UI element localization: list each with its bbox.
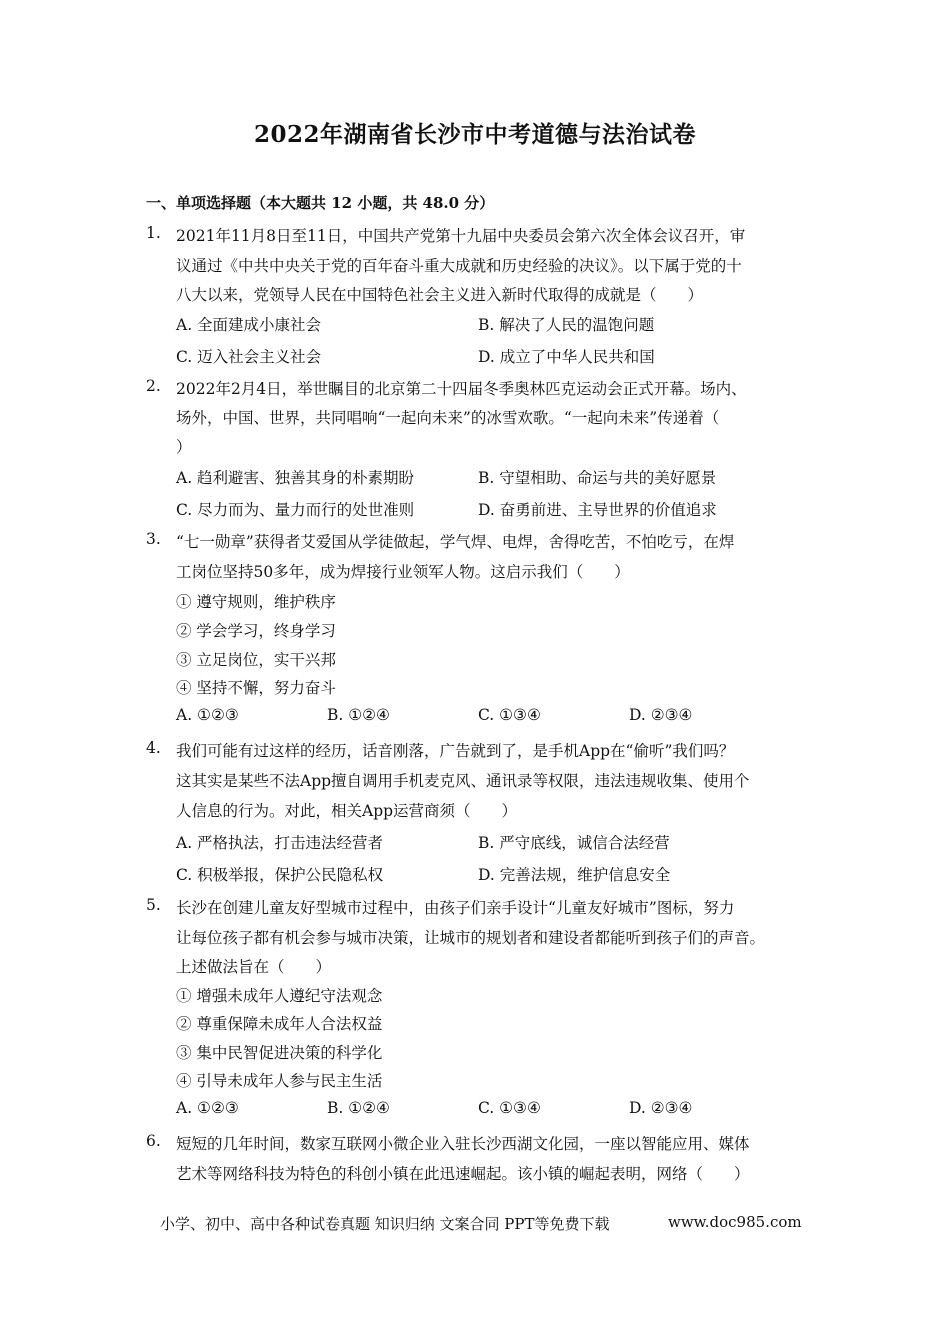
statement-3: ③ 集中民智促进决策的科学化 — [176, 1044, 383, 1062]
page-title: 2022年湖南省长沙市中考道德与法治试卷 — [253, 121, 696, 148]
option-b[interactable]: B. ①②④ — [327, 1099, 390, 1117]
footer-link[interactable]: www.doc985.com — [668, 1213, 802, 1231]
statement-4: ④ 引导未成年人参与民主生活 — [176, 1072, 383, 1090]
section-heading: 一、单项选择题（本大题共 12 小题，共 48.0 分） — [146, 194, 495, 212]
option-c[interactable]: C. 积极举报，保护公民隐私权 — [176, 866, 384, 884]
option-d[interactable]: D. 奋勇前进、主导世界的价值追求 — [478, 501, 717, 519]
option-c[interactable]: C. 尽力而为、量力而行的处世准则 — [176, 501, 415, 519]
question-text-line: “七一勋章”获得者艾爱国从学徒做起，学气焊、电焊，舍得吃苦，不怕吃亏，在焊 — [176, 533, 735, 551]
question-number: 3. — [146, 530, 161, 548]
question-text-line: 工岗位坚持50多年，成为焊接行业领军人物。这启示我们（ ） — [176, 563, 630, 581]
statement-3: ③ 立足岗位，实干兴邦 — [176, 651, 336, 669]
statement-4: ④ 坚持不懈，努力奋斗 — [176, 679, 336, 697]
option-a[interactable]: A. ①②③ — [176, 1099, 239, 1117]
question-text-line: 2022年2月4日，举世瞩目的北京第二十四届冬季奥林匹克运动会正式开幕。场内、 — [176, 380, 747, 398]
option-d[interactable]: D. 成立了中华人民共和国 — [478, 348, 655, 366]
question-text-line: 这其实是某些不法App擅自调用手机麦克风、通讯录等权限，违法违规收集、使用个 — [176, 772, 750, 790]
option-d[interactable]: D. 完善法规，维护信息安全 — [478, 866, 671, 884]
statement-1: ① 遵守规则，维护秩序 — [176, 593, 336, 611]
statement-2: ② 尊重保障未成年人合法权益 — [176, 1015, 383, 1033]
option-b[interactable]: B. 解决了人民的温饱问题 — [478, 316, 655, 334]
option-b[interactable]: B. 严守底线，诚信合法经营 — [478, 834, 670, 852]
option-a[interactable]: A. 趋利避害、独善其身的朴素期盼 — [176, 469, 415, 487]
page-footer — [160, 1213, 800, 1234]
footer-text: 小学、初中、高中各种试卷真题 知识归纳 文案合同 PPT等免费下载 — [160, 1215, 610, 1233]
question-text-line: 我们可能有过这样的经历，话音刚落，广告就到了，是手机App在“偷听”我们吗？ — [176, 742, 735, 760]
question-text-line: ） — [176, 438, 192, 456]
question-text-line: 艺术等网络科技为特色的科创小镇在此迅速崛起。该小镇的崛起表明，网络（ ） — [176, 1165, 750, 1183]
question-text-line: 场外，中国、世界，共同唱响“一起向未来”的冰雪欢歌。“一起向未来”传递着（ — [176, 409, 720, 427]
option-d[interactable]: D. ②③④ — [629, 706, 693, 724]
option-c[interactable]: C. ①③④ — [478, 706, 541, 724]
option-b[interactable]: B. ①②④ — [327, 706, 390, 724]
question-text-line: 长沙在创建儿童友好型城市过程中，由孩子们亲手设计“儿童友好城市”图标，努力 — [176, 899, 735, 917]
question-text-line: 2021年11月8日至11日，中国共产党第十九届中央委员会第六次全体会议召开，审 — [176, 227, 746, 245]
question-text-line: 人信息的行为。对此，相关App运营商须（ ） — [176, 802, 518, 820]
question-number: 4. — [146, 739, 161, 757]
question-text-line: 八大以来，党领导人民在中国特色社会主义进入新时代取得的成就是（ ） — [176, 286, 704, 304]
question-text-line: 议通过《中共中央关于党的百年奋斗重大成就和历史经验的决议》。以下属于党的十 — [176, 257, 742, 275]
question-number: 6. — [146, 1132, 161, 1150]
question-text-line: 短短的几年时间，数家互联网小微企业入驻长沙西湖文化园，一座以智能应用、媒体 — [176, 1135, 750, 1153]
question-number: 5. — [146, 896, 161, 914]
option-a[interactable]: A. ①②③ — [176, 706, 239, 724]
option-c[interactable]: C. ①③④ — [478, 1099, 541, 1117]
question-number: 1. — [146, 224, 161, 242]
statement-1: ① 增强未成年人遵纪守法观念 — [176, 987, 383, 1005]
question-text-line: 让每位孩子都有机会参与城市决策，让城市的规划者和建设者都能听到孩子们的声音。 — [176, 929, 766, 947]
option-a[interactable]: A. 全面建成小康社会 — [176, 316, 322, 334]
question-number: 2. — [146, 377, 161, 395]
option-c[interactable]: C. 迈入社会主义社会 — [176, 348, 322, 366]
statement-2: ② 学会学习，终身学习 — [176, 622, 336, 640]
question-text-line: 上述做法旨在（ ） — [176, 958, 332, 976]
option-d[interactable]: D. ②③④ — [629, 1099, 693, 1117]
option-b[interactable]: B. 守望相助、命运与共的美好愿景 — [478, 469, 717, 487]
option-a[interactable]: A. 严格执法，打击违法经营者 — [176, 834, 384, 852]
